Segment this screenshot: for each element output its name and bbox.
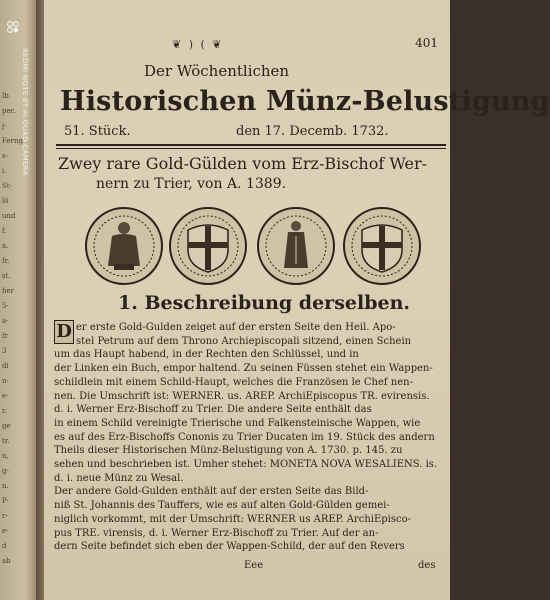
- left-page-fragment: tr.: [2, 437, 10, 445]
- title-rule-thick: [56, 144, 446, 146]
- title-line-1: Der Wöchentlichen: [144, 62, 290, 80]
- left-page-fragment: lö: [2, 197, 9, 205]
- header-ornament: ❦ ) ( ❦: [172, 38, 224, 51]
- body-line: der Linken ein Buch, empor haltend. Zu seinen Füssen stehet ein Wappen-: [54, 363, 433, 375]
- body-line: Theils dieser Historischen Münz-Belustigung von A. 1730. p. 145. zu: [54, 445, 403, 457]
- camera-dots-icon: [6, 20, 20, 34]
- body-line: um das Haupt habend, in der Rechten den Schlüssel, und in: [54, 349, 359, 361]
- section-heading: 1. Beschreibung derselben.: [118, 292, 410, 314]
- left-page-fragment: st.: [2, 272, 11, 280]
- coin-obverse-figure-2: [256, 206, 336, 286]
- subtitle-line-2: nern zu Trier, von A. 1389.: [96, 176, 287, 192]
- left-page-fragment: per.: [2, 107, 16, 115]
- left-page-fragment: e-: [2, 392, 9, 400]
- left-page-margin: [0, 0, 36, 600]
- left-page-fragment: 3: [2, 347, 7, 355]
- body-line: pus TRE. virensis, d. i. Werner Erz-Bischoff zu Trier. Auf der an-: [54, 527, 379, 539]
- left-page-fragment: P-: [2, 497, 9, 505]
- left-page-fragment: St-: [2, 182, 12, 190]
- body-line: stel Petrum auf dem Throno Archiepiscopali sitzend, einen Schein: [76, 335, 412, 347]
- left-page-fragment: s-: [2, 152, 8, 160]
- left-page-fragment: j-: [2, 122, 7, 130]
- title-line-2: Historischen Münz-Belustigung: [60, 86, 550, 117]
- left-page-fragment: a.: [2, 242, 9, 250]
- body-line: d. i. Werner Erz-Bischoff zu Trier. Die andere Seite enthält das: [54, 404, 372, 416]
- left-page-fragment: her: [2, 287, 14, 295]
- left-page-fragment: und: [2, 212, 16, 220]
- coin-reverse-cross-1: [168, 206, 248, 286]
- left-page-fragment: r-: [2, 512, 8, 520]
- left-page-fragment: i.: [2, 167, 7, 175]
- left-page-fragment: Ferng: [2, 137, 23, 145]
- left-page-fragment: a-: [2, 317, 9, 325]
- left-page-fragment: n,: [2, 452, 9, 460]
- coin-illustrations: [84, 206, 414, 288]
- left-page-fragment: 5-: [2, 302, 9, 310]
- left-page-fragment: n-: [2, 377, 9, 385]
- watermark-text: REDMI NOTE 8T AI QUAD CAMERA: [21, 48, 29, 176]
- body-line: d. i. neue Münz zu Wesal.: [54, 472, 184, 484]
- left-page-fragment: r.: [2, 407, 7, 415]
- issue-date: den 17. Decemb. 1732.: [236, 124, 389, 139]
- coin-reverse-cross-2: [342, 206, 422, 286]
- left-page-fragment: n.: [2, 482, 9, 490]
- left-page-fragment: d: [2, 542, 7, 550]
- body-line: sehen und beschrieben ist. Umher stehet: MONETA NOVA WESALIENS. is.: [54, 459, 438, 470]
- page-number: 401: [415, 36, 438, 50]
- left-page-fragment: lb.: [2, 92, 11, 100]
- coin-obverse-figure-1: [84, 206, 164, 286]
- issue-number: 51. Stück.: [64, 124, 131, 139]
- left-page-fragment: di: [2, 362, 9, 370]
- body-line: Der andere Gold-Gulden enthält auf der ersten Seite das Bild-: [54, 486, 369, 498]
- catchword-signature: Eee: [244, 560, 264, 571]
- left-page-fragment: ge: [2, 422, 11, 430]
- body-line: niß St. Johannis des Tauffers, wie es auf alten Gold-Gülden gemei-: [54, 500, 390, 512]
- body-line: nen. Die Umschrift ist: WERNER. us. AREP. ArchiEpiscopus TR. evirensis.: [54, 390, 430, 402]
- left-page-fragment: f.: [2, 227, 7, 235]
- body-line: dern Seite befindet sich eben der Wappen-Schild, der auf den Revers: [54, 541, 405, 553]
- catchword-next: des: [418, 560, 436, 571]
- subtitle-line-1: Zwey rare Gold-Gülden vom Erz-Bischof Wer-: [58, 154, 428, 173]
- body-line: er erste Gold-Gulden zeiget auf der ersten Seite den Heil. Apo-: [76, 322, 396, 333]
- body-line: es auf des Erz-Bischoffs Cononis zu Trier Ducaten im 19. Stück des andern: [54, 431, 435, 443]
- left-page-fragment: fr: [2, 332, 8, 340]
- left-page-fragment: fr.: [2, 257, 10, 265]
- book-page: [44, 0, 550, 600]
- body-line: schildlein mit einem Schild-Haupt, welches die Französen le Chef nen-: [54, 376, 413, 388]
- left-page-fragment: g-: [2, 467, 9, 475]
- left-page-fragment: e-: [2, 527, 9, 535]
- drop-cap: D: [54, 320, 74, 344]
- page-header: [44, 34, 450, 54]
- body-line: niglich vorkommt, mit der Umschrift: WERNER us AREP. ArchiEpisco-: [54, 513, 412, 525]
- title-rule-thin: [56, 148, 446, 149]
- body-line: in einem Schild vereinigte Trierische und Falkensteinische Wappen, wie: [54, 417, 421, 429]
- left-page-fragment: ab: [2, 557, 11, 565]
